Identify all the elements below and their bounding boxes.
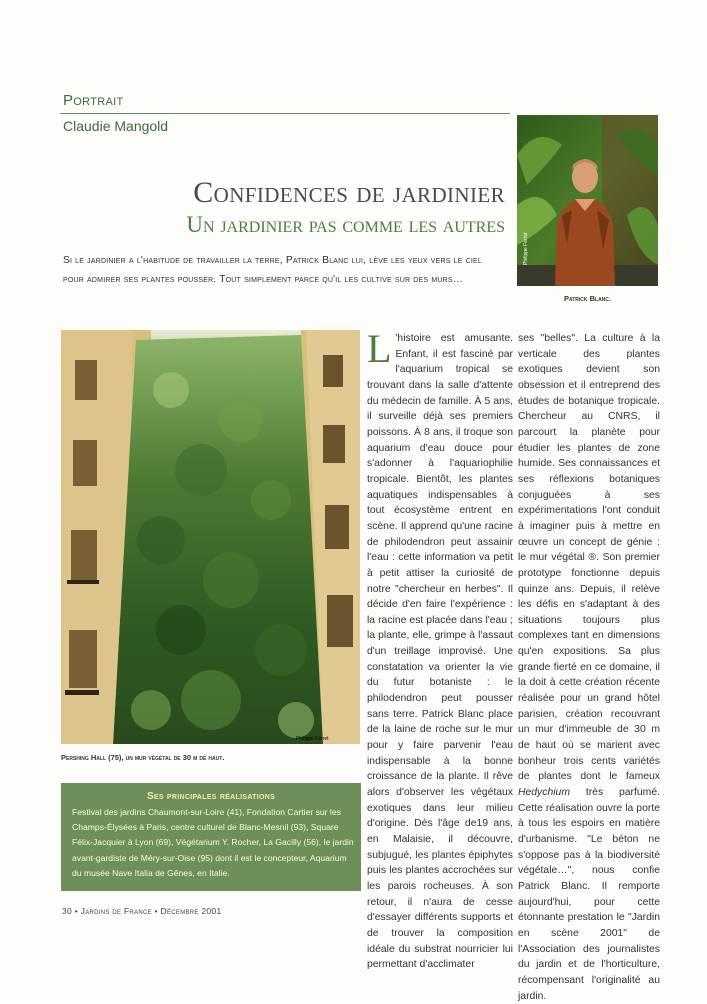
wall-photo-caption: Pershing Hall (75), un mur végétal de 30 m de haut. xyxy=(61,753,225,762)
article-subtitle: Un jardinier pas comme les autres xyxy=(186,212,505,237)
portrait-credit: Philippe Ferret xyxy=(523,232,529,265)
page-footer: 30 • Jardins de France • Décembre 2001 xyxy=(62,906,222,916)
header-rule xyxy=(60,113,510,114)
achievements-text: Festival des jardins Chaumont-sur-Loire (41), Fondation Cartier sur les Champs-Élysées à Paris, centre culturel de Blanc-Mesnil (93), Square Félix-Jacquier à Lyon (69), Végétarium Y. Rocher, La Gacilly (56), le jardin avant-gardiste de Méry-sur-Oise (95) dont il est le concepteur, Aquarium du musée Nave Italia de Gênes, en Italie. xyxy=(72,807,354,878)
column-2-text-end: très parfumé. Cette réalisation ouvre la porte à tous les espoirs en matière d'urbanisme. "Le béton ne s'oppose pas à la biodiversité végétale…", nous confie Patrick Blanc. Il remporte aujourd'hui, pour cette étonnante prestation le "Jardin en scène 2001" de l'Association des journalistes du jardin et de l'horticulture, récompensant l'originalité au jardin. xyxy=(518,787,660,1002)
author-name: Claudie Mangold xyxy=(63,118,169,134)
article-intro: Si le jardinier a l'habitude de travailler la terre, Patrick Blanc lui, lève les yeux vers le ciel pour admirer ses plantes pousser. Tout simplement parce qu'il les cultive sur des murs… xyxy=(63,255,482,285)
article-column-2 xyxy=(518,331,660,1004)
green-wall-photo xyxy=(61,330,360,744)
portrait-caption: Patrick Blanc. xyxy=(564,294,611,303)
achievements-title: Ses principales réalisations xyxy=(146,791,276,802)
column-2-text: ses "belles". La culture à la verticale des plantes exotiques devient son obsession et il entreprend des études de botanique tropicale. Chercheur au CNRS, il parcourt la planète pour étudier les plantes de zone humide. Ses connaissances et ses réflexions botaniques conjuguées à ses expérimentations l'ont conduit à imaginer puis à mettre en œuvre un concept de génie : le mur végétal ®. Son premier prototype fonctionne depuis quinze ans. Depuis, il relève les défis en s'adaptant à des situations toujours plus complexes tant en dimensions qu'en expositions. Sa plus grande fierté en ce domaine, il la doit à cette création récente réalisée pour un grand hôtel parisien, création recouvrant un mur d'immeuble de 30 m de haut où se marient avec bonheur trois cents variétés de plantes dont le fameux xyxy=(518,333,660,783)
plant-name-italic: Hedychium xyxy=(518,787,570,799)
wall-photo-credit: Philippe Ferret xyxy=(296,736,329,742)
article-title: Confidences de jardinier xyxy=(193,176,505,209)
column-1-text: 'histoire est amusante. Enfant, il est fasciné par l'aquarium tropical se trouvant dans la salle d'attente du médecin de famille. À 5 ans, il surveille déjà ses premiers poissons. À 8 ans, il troque son aquarium d'eau douce pour s'adonner à l'aquariophilie tropicale. Bientôt, les plantes aquatiques indispensables à tout écosystème entrent en scène. Il apprend qu'une racine de philodendron peut assainir l'eau : cette information va petit à petit attiser la curiosité de notre "chercheur en herbes". Il décide d'en faire l'expérience : la racine est placée dans l'eau ; la plante, elle, grimpe à l'assaut d'un treillage improvisé. Une constatation va orienter la vie du futur botaniste : le philodendron peut pousser sans terre. Patrick Blanc place de la laine de roche sur le mur pour y faire parvenir l'eau indispensable à la bonne croissance de la plante. Il rêve alors d'observer les végétaux exotiques dans leur milieu d'origine. Dès l'âge de19 ans, en Malaisie, il découvre, subjugué, les plantes épiphytes puis les plantes accrochées sur les parois rocheuses. À son retour, il n'aura de cesse d'essayer différents supports et de trouver la composition idéale du substrat nourricier lui permettant d'acclimater xyxy=(367,333,513,971)
drop-cap: L xyxy=(367,326,392,371)
rubric-label: Portrait xyxy=(63,92,124,109)
article-column-1 xyxy=(367,326,513,973)
portrait-photo xyxy=(517,115,658,286)
